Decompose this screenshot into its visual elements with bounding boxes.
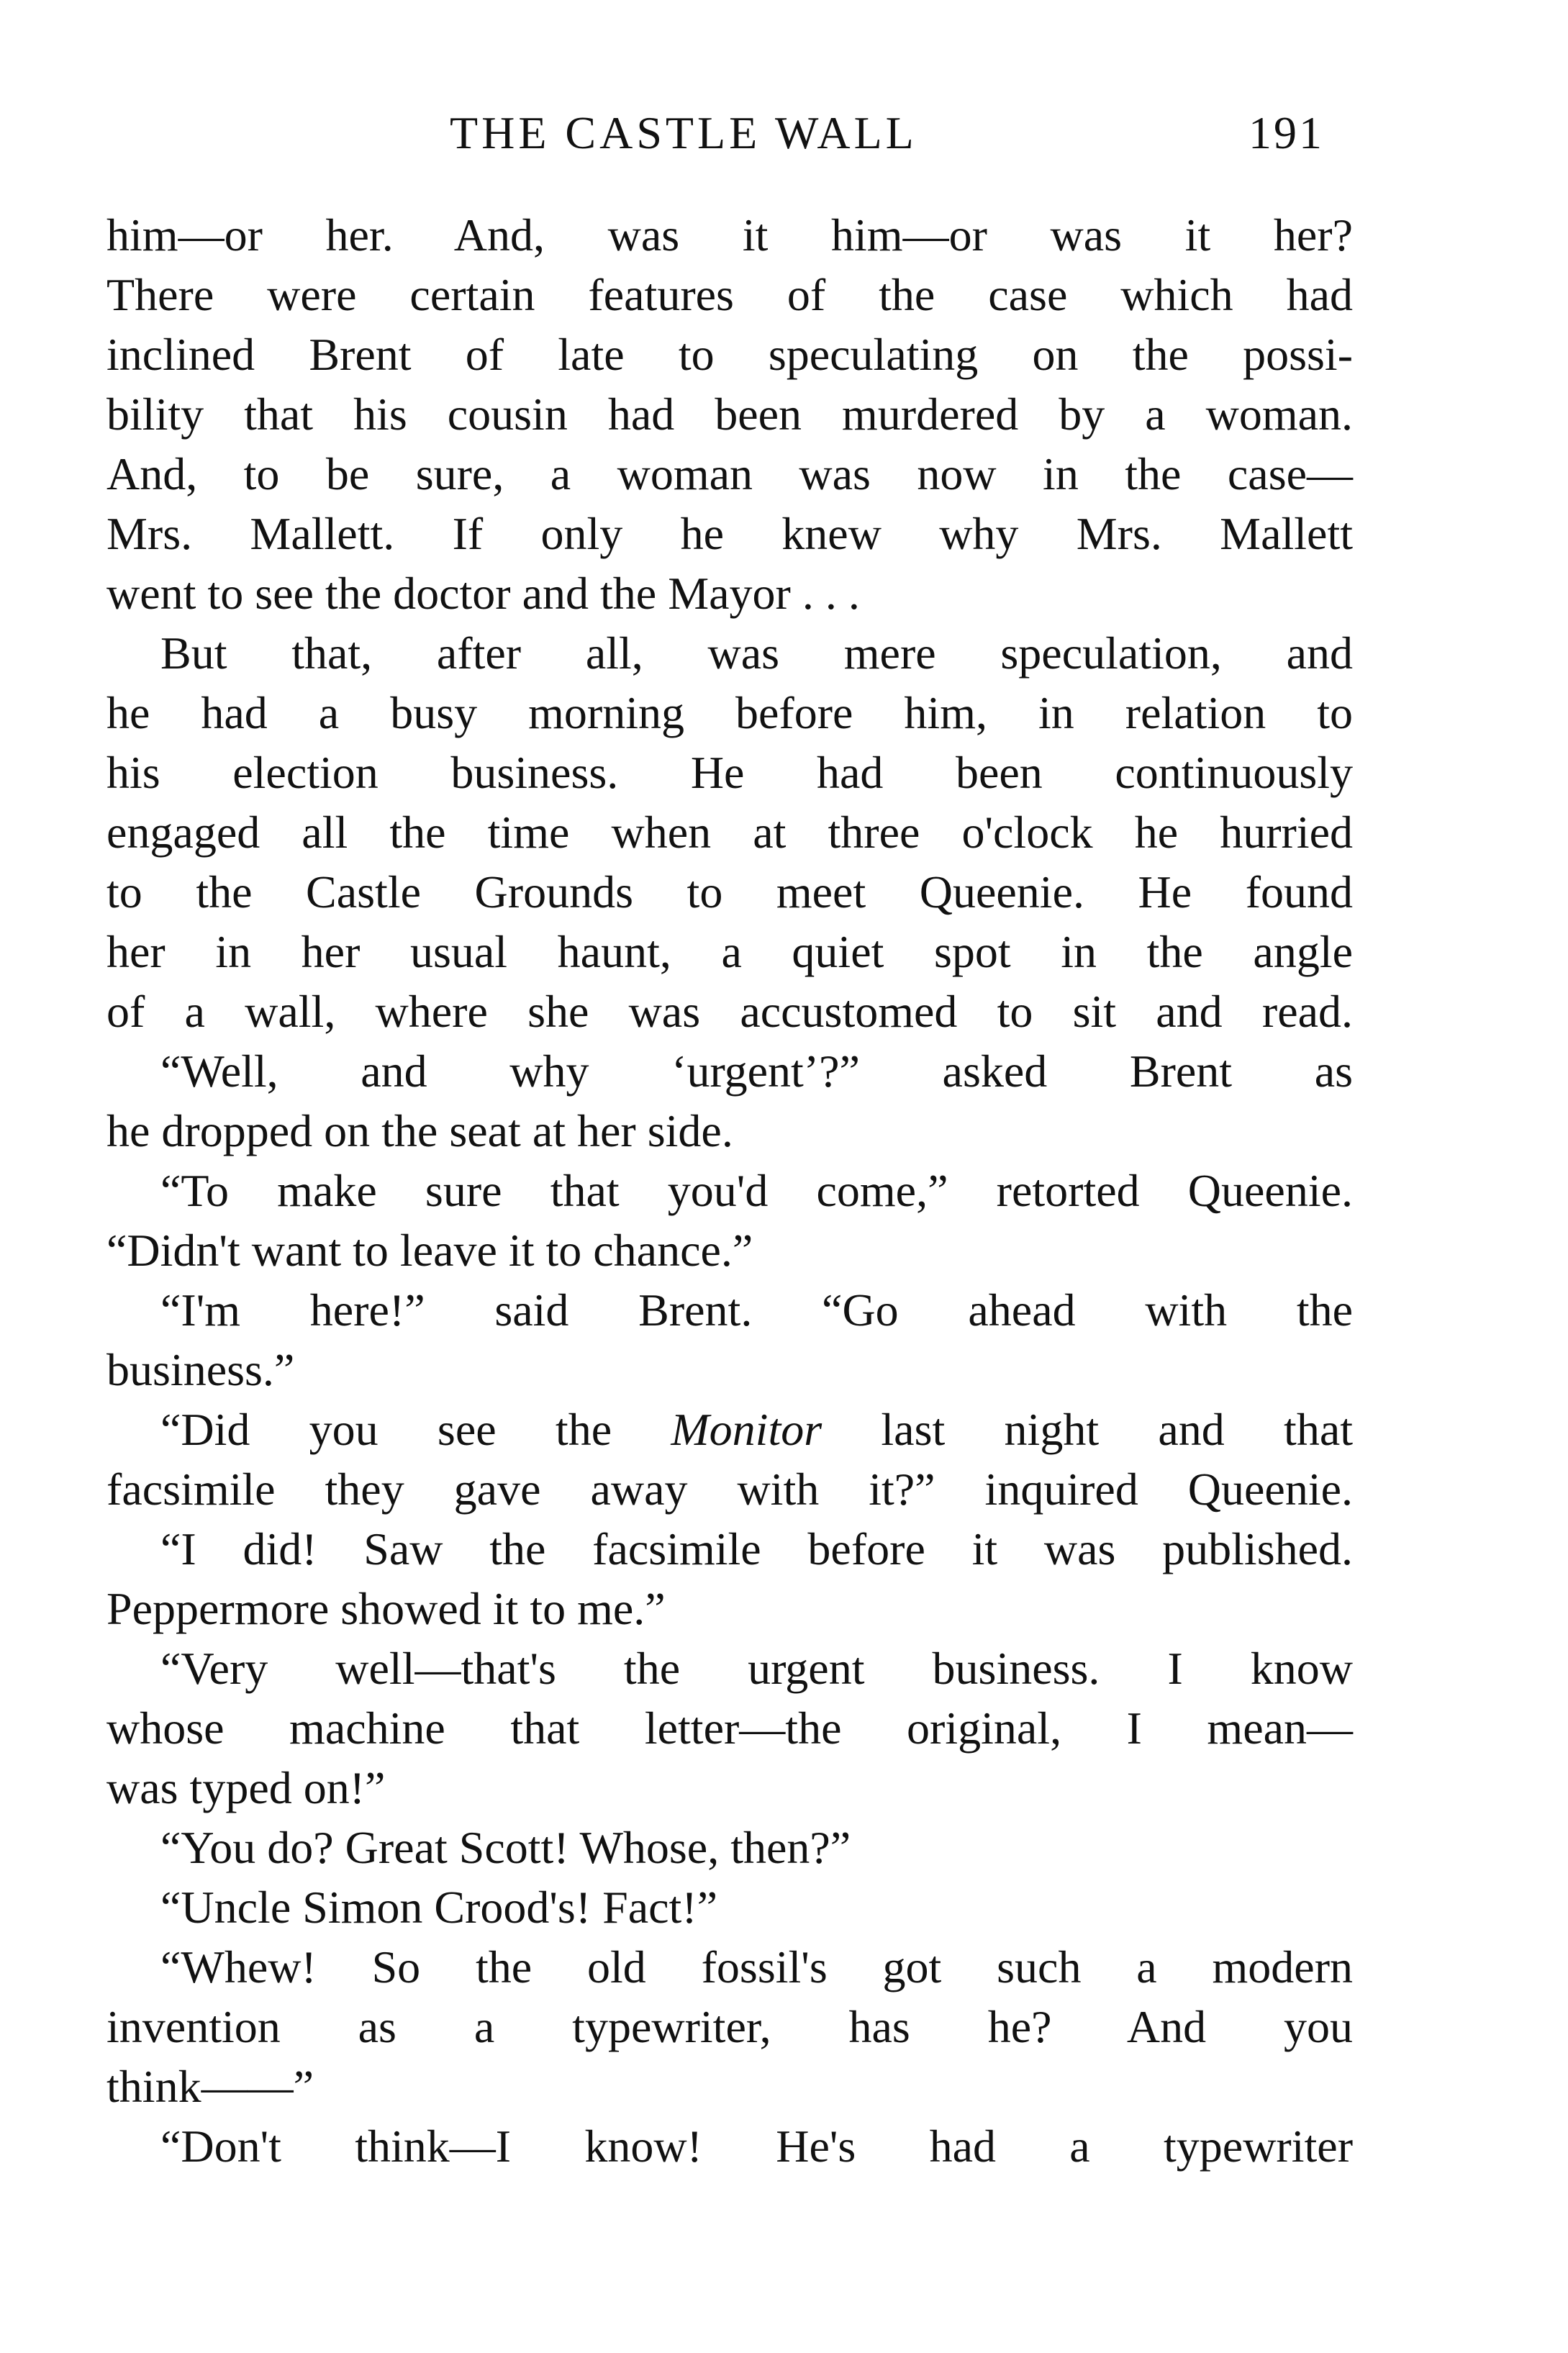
text-line: Mrs. Mallett. If only he knew why Mrs. Mallett	[107, 508, 1353, 559]
text-line: bility that his cousin had been murdered by a woman.	[107, 389, 1353, 440]
text-line: he dropped on the seat at her side.	[107, 1105, 733, 1156]
text-line: went to see the doctor and the Mayor . . .	[107, 568, 860, 619]
text-line: Peppermore showed it to me.”	[107, 1583, 666, 1634]
text-line: her in her usual haunt, a quiet spot in the angle	[107, 926, 1353, 977]
text-line: But that, after all, was mere speculation, and	[160, 627, 1353, 679]
page-number: 191	[1248, 107, 1324, 158]
text-line: “You do? Great Scott! Whose, then?”	[160, 1822, 851, 1873]
text-line: him—or her. And, was it him—or was it her?	[107, 209, 1353, 260]
text-line: “To make sure that you'd come,” retorted Queenie.	[160, 1165, 1353, 1216]
text-line: inclined Brent of late to speculating on the possi-	[107, 329, 1353, 380]
text-line: engaged all the time when at three o'clock he hurried	[107, 807, 1353, 858]
text-line: There were certain features of the case which had	[107, 269, 1353, 320]
text-line: “Did you see the Monitor last night and that	[160, 1404, 1353, 1455]
text-line: facsimile they gave away with it?” inquired Queenie.	[107, 1464, 1353, 1515]
text-line: “I did! Saw the facsimile before it was published.	[160, 1523, 1353, 1574]
text-line: “Uncle Simon Crood's! Fact!”	[160, 1882, 718, 1933]
running-head	[0, 101, 1568, 166]
text-line: business.”	[107, 1344, 295, 1395]
text-line: his election business. He had been continuously	[107, 747, 1353, 798]
text-line: whose machine that letter—the original, I mean—	[107, 1703, 1353, 1754]
text-line: “Whew! So the old fossil's got such a modern	[160, 1941, 1353, 1992]
text-line: “Well, and why ‘urgent’?” asked Brent as	[160, 1046, 1353, 1097]
text-line: was typed on!”	[107, 1762, 386, 1813]
text-line: of a wall, where she was accustomed to sit and read.	[107, 986, 1353, 1037]
text-line: to the Castle Grounds to meet Queenie. He found	[107, 866, 1353, 917]
text-line: “Didn't want to leave it to chance.”	[107, 1225, 753, 1276]
text-line: And, to be sure, a woman was now in the case—	[107, 448, 1353, 499]
body-text	[107, 205, 1353, 2176]
text-line: “Don't think—I know! He's had a typewriter	[160, 2121, 1353, 2172]
text-line: “Very well—that's the urgent business. I know	[160, 1643, 1353, 1694]
text-line: “I'm here!” said Brent. “Go ahead with the	[160, 1284, 1353, 1336]
chapter-title: THE CASTLE WALL	[450, 107, 917, 158]
italic-title: Monitor	[671, 1404, 822, 1455]
text-line: invention as a typewriter, has he? And you	[107, 2001, 1353, 2052]
text-line: he had a busy morning before him, in relation to	[107, 687, 1353, 738]
text-line: think——”	[107, 2061, 314, 2112]
